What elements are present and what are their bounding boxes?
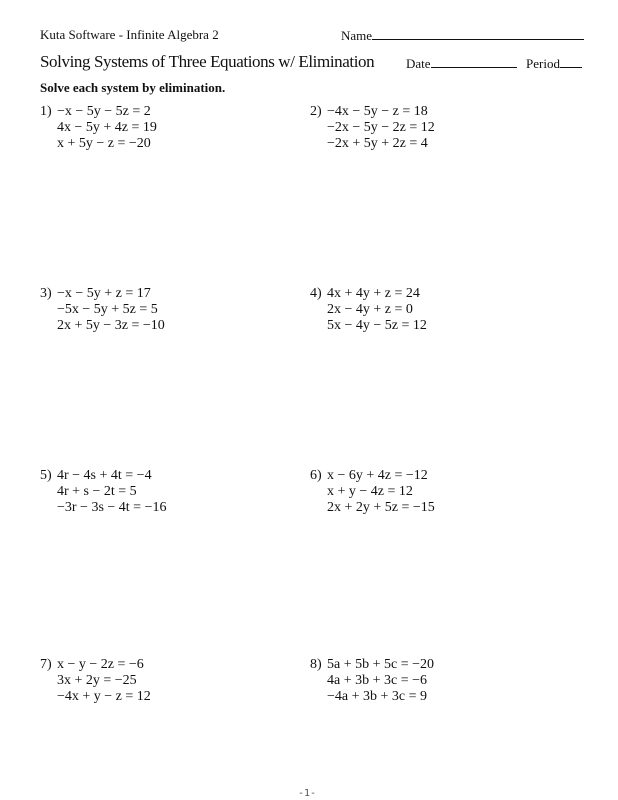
date-field[interactable] (406, 55, 517, 72)
instructions: Solve each system by elimination. (40, 80, 226, 95)
equation: −x − 5y + z = 17 (57, 286, 151, 301)
name-field[interactable] (341, 27, 584, 44)
equation-system (327, 104, 435, 152)
problem-number: 1) (40, 104, 52, 119)
equation: −3r − 3s − 4t = −16 (57, 500, 167, 515)
problem-number: 6) (310, 468, 322, 483)
equation: 4r − 4s + 4t = −4 (57, 468, 152, 483)
equation: x + y − 4z = 12 (327, 484, 413, 499)
equation: −5x − 5y + 5z = 5 (57, 302, 158, 317)
date-label: Date (406, 56, 431, 71)
period-field[interactable] (526, 55, 582, 72)
problem-number: 8) (310, 657, 322, 672)
equation: −4x − 5y − z = 18 (327, 104, 428, 119)
name-line (372, 27, 584, 40)
page-number: -1- (298, 788, 317, 799)
equation: −4x + y − z = 12 (57, 689, 151, 704)
equation: 5a + 5b + 5c = −20 (327, 657, 435, 672)
equation-system (57, 657, 151, 705)
equation-system (327, 657, 434, 705)
equation: 4a + 3b + 3c = −6 (327, 673, 428, 688)
equation-system (57, 286, 165, 334)
equation-system (327, 286, 427, 334)
problem-number: 2) (310, 104, 322, 119)
equation: x − 6y + 4z = −12 (327, 468, 428, 483)
equation: x − y − 2z = −6 (57, 657, 144, 672)
equation: 2x + 2y + 5z = −15 (327, 500, 435, 515)
equation: −4a + 3b + 3c = 9 (327, 689, 428, 704)
equation: 5x − 4y − 5z = 12 (327, 318, 427, 333)
date-line (431, 55, 517, 68)
problem-number: 5) (40, 468, 52, 483)
equation-system (57, 468, 166, 516)
equation: 4x + 4y + z = 24 (327, 286, 420, 301)
equation: 2x − 4y + z = 0 (327, 302, 413, 317)
equation: −2x + 5y + 2z = 4 (327, 136, 428, 151)
equation: −2x − 5y − 2z = 12 (327, 120, 435, 135)
software-label: Kuta Software - Infinite Algebra 2 (40, 27, 219, 42)
problem-number: 4) (310, 286, 322, 301)
equation: 4x − 5y + 4z = 19 (57, 120, 157, 135)
period-label: Period (526, 56, 560, 71)
page-title: Solving Systems of Three Equations w/ Elimination (40, 52, 375, 71)
equation: −x − 5y − 5z = 2 (57, 104, 151, 119)
problem-number: 3) (40, 286, 52, 301)
equation: x + 5y − z = −20 (57, 136, 151, 151)
equation-system (57, 104, 157, 152)
equation: 4r + s − 2t = 5 (57, 484, 137, 499)
equation-system (327, 468, 435, 516)
period-line (560, 55, 582, 68)
equation: 2x + 5y − 3z = −10 (57, 318, 165, 333)
problem-number: 7) (40, 657, 52, 672)
equation: 3x + 2y = −25 (57, 673, 137, 688)
name-label: Name (341, 28, 373, 43)
